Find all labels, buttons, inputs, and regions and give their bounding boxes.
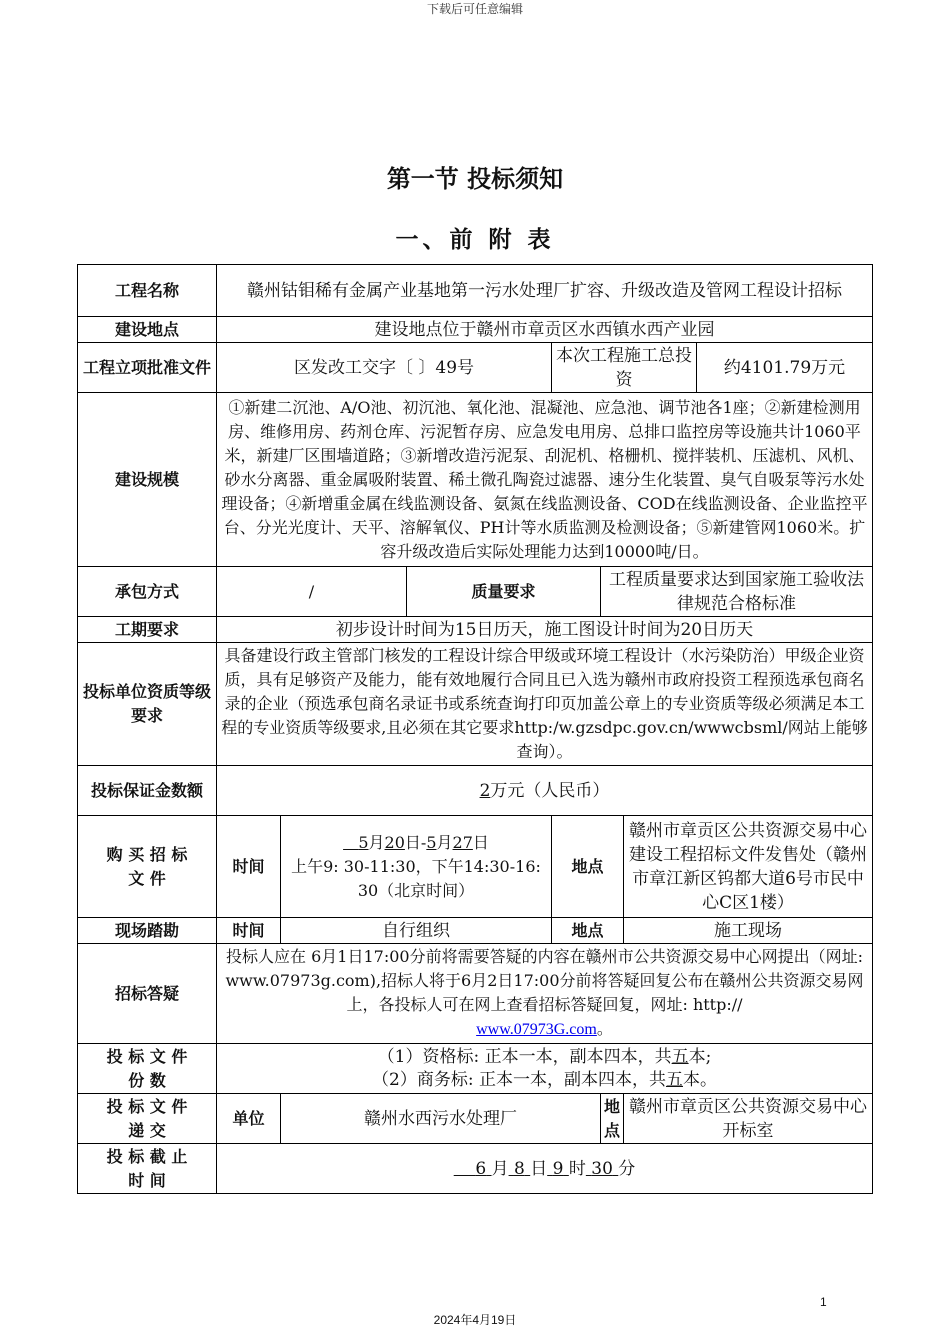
- table-title: 一、前 附 表: [395, 227, 555, 253]
- page-number: 1: [820, 1295, 827, 1309]
- row-label: 投 标 文 件 份 数: [78, 1044, 217, 1094]
- table-row: [78, 816, 873, 918]
- copies-line-2: （2）商务标: 正本一本，副本四本，共五本。: [372, 1069, 717, 1090]
- start-day: 20: [384, 832, 405, 852]
- bid-info-table: [77, 264, 873, 1194]
- table-row: [78, 393, 873, 567]
- purchase-time-value: [281, 816, 552, 918]
- approval-doc-value: 区发改工交字〔 〕49号: [217, 343, 552, 393]
- place-label: 地点: [601, 1094, 624, 1144]
- table-row: [78, 265, 873, 317]
- purchase-place: 赣州市章贡区公共资源交易中心建设工程招标文件发售处（赣州市章江新区钨都大道6号市民中心C区1楼）: [624, 816, 873, 918]
- period-value: 初步设计时间为15日历天，施工图设计时间为20日历天: [217, 617, 873, 643]
- row-label: 工程立项批准文件: [78, 343, 217, 393]
- delivery-place: 赣州市章贡区公共资源交易中心开标室: [624, 1094, 873, 1144]
- start-month: 5: [358, 832, 369, 852]
- table-row: [78, 343, 873, 393]
- row-label: 建设地点: [78, 317, 217, 343]
- deposit-amount: 2: [479, 780, 491, 801]
- row-label: 建设规模: [78, 393, 217, 567]
- deposit-unit: 万元（人民币）: [490, 780, 610, 801]
- table-row: [78, 617, 873, 643]
- table-row: [78, 567, 873, 617]
- row-label: 投 标 文 件 递 交: [78, 1094, 217, 1144]
- table-row: [78, 944, 873, 1044]
- place-label: 地点: [552, 816, 624, 918]
- deadline-value: 6 月 8 日 9 时 30 分: [217, 1144, 873, 1194]
- site-visit-time: 自行组织: [281, 918, 552, 944]
- header-note: 下载后可任意编辑: [426, 2, 523, 16]
- qa-end: 。: [596, 1019, 613, 1038]
- copies-line-1: （1）资格标: 正本一本，副本四本，共五本;: [377, 1046, 712, 1067]
- row-label: 工期要求: [78, 617, 217, 643]
- unit-label: 单位: [217, 1094, 281, 1144]
- table-row: [78, 1094, 873, 1144]
- deadline-month: 6: [475, 1158, 487, 1179]
- time-label: 时间: [217, 816, 281, 918]
- deposit-value: [217, 766, 873, 816]
- purchase-dates: 5月20日-5月27日: [358, 832, 489, 852]
- footer-date: 2024年4月19日: [433, 1313, 517, 1327]
- section-title: 第一节 投标须知: [386, 165, 564, 193]
- row-label: 投 标 截 止 时 间: [78, 1144, 217, 1194]
- copies-value: [217, 1044, 873, 1094]
- table-row: [78, 1044, 873, 1094]
- table-row: [78, 1144, 873, 1194]
- row-label: 现场踏勘: [78, 918, 217, 944]
- place-label: 地点: [552, 918, 624, 944]
- qualification-value: 具备建设行政主管部门核发的工程设计综合甲级或环境工程设计（水污染防治）甲级企业资质，具有足够资产及能力，能有效地履行合同且已入选为赣州市政府投资工程预选承包商名录的企业（预选承包商名录证书或系统查询打印页加盖公章上的专业资质等级必须满足本工程的专业资质等级要求,且必须在其它要求http:/w.gzsdpc.gov.cn/wwwcbsml/网站上能够查询）。: [217, 643, 873, 766]
- location-value: 建设地点位于赣州市章贡区水西镇水西产业园: [217, 317, 873, 343]
- qa-text: 投标人应在 6月1日17:00分前将需要答疑的内容在赣州市公共资源交易中心网提出（网址: www.07973g.com),招标人将于6月2日17:00分前将答疑回复公布在赣州公共资源交易网上，各投标人可在网上查看招标答疑回复，网址: http://: [225, 947, 864, 1014]
- deadline-day: 8: [513, 1158, 525, 1179]
- deadline-minute: 30: [591, 1158, 613, 1179]
- end-day: 27: [452, 832, 473, 852]
- table-row: [78, 643, 873, 766]
- investment-label: 本次工程施工总投资: [552, 343, 697, 393]
- time-label: 时间: [217, 918, 281, 944]
- investment-value: 约4101.79万元: [697, 343, 873, 393]
- table-row: [78, 918, 873, 944]
- quality-value: 工程质量要求达到国家施工验收法律规范合格标准: [601, 567, 873, 617]
- row-label: 承包方式: [78, 567, 217, 617]
- quality-label: 质量要求: [407, 567, 601, 617]
- table-row: [78, 766, 873, 816]
- deadline-hour: 9: [552, 1158, 564, 1179]
- qa-value: [217, 944, 873, 1044]
- row-label: 工程名称: [78, 265, 217, 317]
- contract-value: /: [217, 567, 407, 617]
- row-label: 购 买 招 标 文 件: [78, 816, 217, 918]
- row-label: 投标保证金数额: [78, 766, 217, 816]
- delivery-unit: 赣州水西污水处理厂: [281, 1094, 601, 1144]
- qa-link[interactable]: www.07973G.com: [476, 1021, 597, 1038]
- row-label: 投标单位资质等级要求: [78, 643, 217, 766]
- table-row: [78, 317, 873, 343]
- end-month: 5: [426, 832, 437, 852]
- purchase-hours: 上午9: 30-11:30，下午14:30-16: 30（北京时间）: [291, 856, 541, 900]
- scale-value: ①新建二沉池、A/O池、初沉池、氧化池、混凝池、应急池、调节池各1座；②新建检测用房、维修用房、药剂仓库、污泥暂存房、应急发电用房、总排口监控房等设施共计1060平米，新建厂区围墙道路；③新增改造污泥泵、刮泥机、格栅机、搅拌装机、压滤机、风机、砂水分离器、重金属吸附装置、稀土微孔陶瓷过滤器、速分生化装置、臭气自吸泵等污水处理设备；④新增重金属在线监测设备、氨氮在线监测设备、COD在线监测设备、企业监控平台、分光光度计、天平、溶解氧仪、PH计等水质监测及检测设备；⑤新建管网1060米。扩容升级改造后实际处理能力达到10000吨/日。: [217, 393, 873, 567]
- row-label: 招标答疑: [78, 944, 217, 1044]
- site-visit-place: 施工现场: [624, 918, 873, 944]
- project-name-value: 赣州钴钼稀有金属产业基地第一污水处理厂扩容、升级改造及管网工程设计招标: [217, 265, 873, 317]
